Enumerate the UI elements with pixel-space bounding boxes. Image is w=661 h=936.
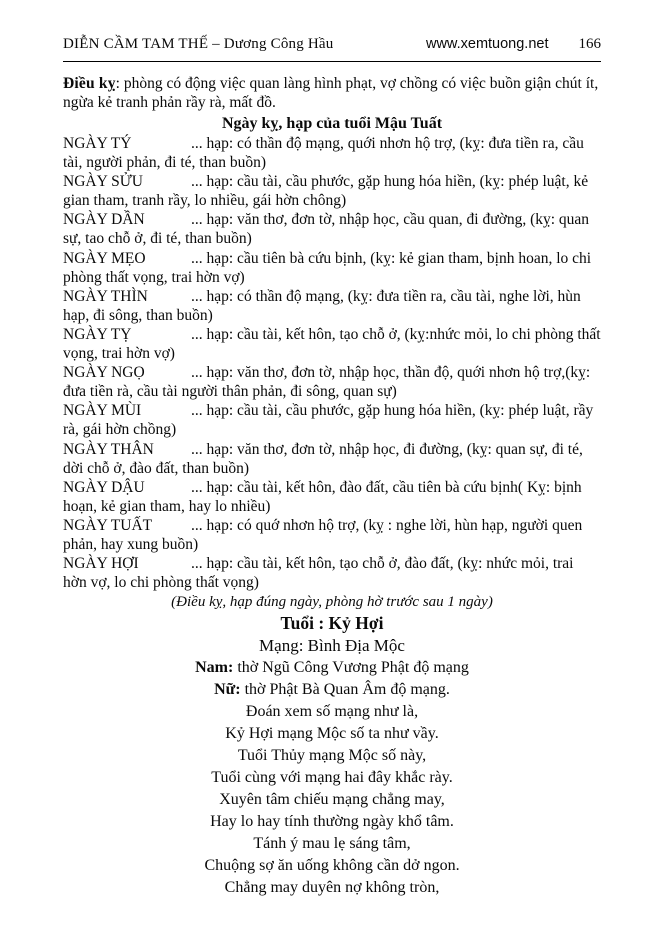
site-url: www.xemtuong.net <box>425 36 549 52</box>
day-name: NGÀY TUẤT <box>63 516 153 534</box>
day-desc: ... hạp: cầu tài, kết hôn, đào đất, cầu tiên bà cứu bịnh( Kỵ: bịnh hoạn, kẻ gian tham, hay lo nhiều) <box>63 478 582 515</box>
intro-paragraph <box>63 74 601 112</box>
nu-line <box>63 679 601 701</box>
page-header <box>63 34 601 54</box>
intro-text: : phòng có động việc quan làng hình phạt, vợ chồng có việc buồn giận chút ít, ngừa kẻ tranh phản rầy rà, mất đồ. <box>63 75 599 111</box>
day-desc: ... hạp: văn thơ, đơn tờ, nhập học, đi đường, (kỵ: quan sự, đi té, dời chỗ ở, đào đất, than buồn) <box>63 440 583 477</box>
poem-line: Xuyên tâm chiếu mạng chẳng may, <box>219 791 445 809</box>
poem-line: Tuổi cùng với mạng hai đây khắc rày. <box>211 769 453 787</box>
nu-label: Nữ: <box>214 681 241 699</box>
page-number: 166 <box>578 36 601 52</box>
day-desc: ... hạp: cầu tiên bà cứu bịnh, (kỵ: kẻ gian tham, bịnh hoan, lo chi phòng thất vọng, trai hờn vợ) <box>63 249 592 286</box>
day-desc: ... hạp: cầu tài, cầu phước, gặp hung hóa hiền, (kỵ: phép luật, rầy rà, gái hờn chồng) <box>63 402 594 439</box>
book-title: DIỄN CẦM TAM THẾ – Dương Công Hầu <box>63 36 334 52</box>
day-entry-ngo <box>63 363 601 401</box>
poem-line: Chuộng sợ ăn uống không cần dở ngon. <box>204 857 460 875</box>
poem-line: Kỷ Hợi mạng Mộc số ta như vầy. <box>225 725 439 743</box>
day-list <box>63 134 601 592</box>
day-entry-thin <box>63 287 601 325</box>
day-entry-ty <box>63 134 601 172</box>
nam-text: thờ Ngũ Công Vương Phật độ mạng <box>233 659 469 677</box>
day-name: NGÀY TÝ <box>63 135 132 152</box>
day-entry-mui <box>63 401 601 439</box>
poem <box>63 701 601 899</box>
poem-line: Hay lo hay tính thường ngày khổ tâm. <box>210 813 454 831</box>
day-desc: ... hạp: văn thơ, đơn tờ, nhập học, cầu quan, đi đường, (kỵ: quan sự, tao chỗ ở, đi té, than buồn) <box>63 211 590 248</box>
day-name: NGÀY THÂN <box>63 440 154 458</box>
poem-line: Đoán xem số mạng như là, <box>245 703 419 721</box>
age-title: Tuổi : Kỷ Hợi <box>280 613 384 634</box>
nam-label: Nam: <box>195 659 234 677</box>
day-desc: ... hạp: có thần độ mạng, (kỵ: đưa tiền ra, cầu tài, nghe lời, hùn hạp, đi sông, than buồn) <box>63 287 581 324</box>
day-name: NGÀY MÙI <box>63 402 142 420</box>
header-divider <box>63 61 601 62</box>
day-entry-dau <box>63 478 601 516</box>
day-name: NGÀY NGỌ <box>63 364 145 382</box>
day-name: NGÀY DẬU <box>63 478 145 496</box>
day-desc: ... hạp: có quớ nhơn hộ trợ, (kỵ : nghe lời, hùn hạp, người quen phản, hay xung buồn) <box>63 516 583 553</box>
day-entry-tuat <box>63 516 601 554</box>
poem-line: Chẳng may duyên nợ không tròn, <box>224 879 440 897</box>
poem-line: Tuổi Thủy mạng Mộc số này, <box>237 747 427 765</box>
day-desc: ... hạp: văn thơ, đơn tờ, nhập học, thần độ, quới nhơn hộ trợ,(kỵ: đưa tiền rà, cầu tài người thân phản, đi sông, quan sự) <box>63 364 591 401</box>
day-name: NGÀY HỢI <box>63 555 139 573</box>
day-name: NGÀY TỴ <box>63 325 132 343</box>
day-name: NGÀY SỬU <box>63 173 143 191</box>
poem-line: Tánh ý mau lẹ sáng tâm, <box>253 835 411 853</box>
day-entry-ti <box>63 325 601 363</box>
day-entry-than <box>63 440 601 478</box>
day-entry-hoi <box>63 554 601 592</box>
day-name: NGÀY DẦN <box>63 211 145 229</box>
intro-label: Điều kỵ <box>63 75 116 92</box>
day-desc: ... hạp: cầu tài, kết hôn, tạo chỗ ở, (kỵ:nhức mỏi, lo chi phòng thất vọng, trai hờn vợ) <box>63 325 601 363</box>
day-desc: ... hạp: cầu tài, kết hôn, tạo chỗ ở, đào đất, (kỵ: nhức mỏi, trai hờn vợ, lo chi phòng thất vọng) <box>63 555 574 592</box>
day-entry-dan <box>63 210 601 248</box>
day-desc: ... hạp: cầu tài, cầu phước, gặp hung hóa hiền, (kỵ: phép luật, kẻ gian tham, tranh rầy, lo nhiều, gái hờn chông) <box>63 173 589 210</box>
day-desc: ... hạp: có thần độ mạng, quới nhơn hộ trợ, (kỵ: đưa tiền ra, cầu tài, người phản, đi té, than buồn) <box>63 135 584 172</box>
mang-line: Mạng: Bình Địa Mộc <box>259 636 405 656</box>
section-title: Ngày kỵ, hạp của tuổi Mậu Tuất <box>221 115 443 132</box>
note-line: (Điều kỵ, hạp đúng ngày, phòng hờ trước sau 1 ngày) <box>171 594 493 611</box>
day-name: NGÀY MẸO <box>63 249 146 267</box>
header-right <box>426 34 601 54</box>
day-entry-meo <box>63 249 601 287</box>
nu-text: thờ Phật Bà Quan Âm độ mạng. <box>240 681 450 699</box>
day-name: NGÀY THÌN <box>63 287 148 305</box>
day-entry-suu <box>63 172 601 210</box>
nam-line <box>63 657 601 679</box>
